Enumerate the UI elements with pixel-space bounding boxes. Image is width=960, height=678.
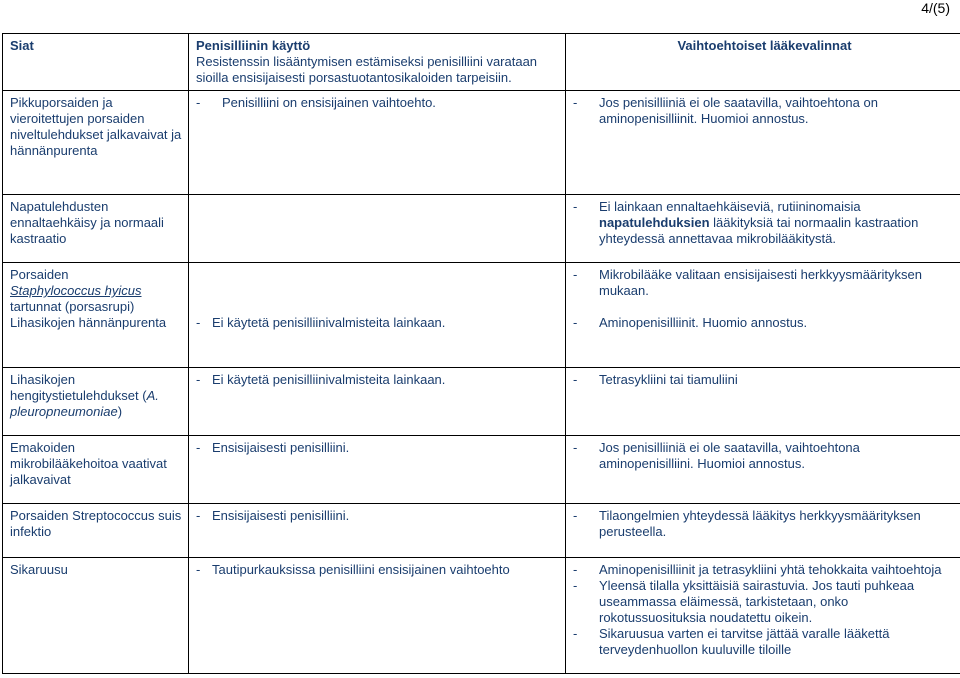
row-use xyxy=(189,368,566,436)
row-alt-text: Tilaongelmien yhteydessä lääkitys herkkyysmäärityksen perusteella. xyxy=(599,508,921,539)
row-site: Sikaruusu xyxy=(3,558,189,674)
row-use xyxy=(189,195,566,263)
row-alt-text-suffix: lääkityksiä tai normaalin kastraation yhteydessä annettavaa mikrobilääkitystä. xyxy=(599,215,919,246)
row-alt-text: Yleensä tilalla yksittäisiä sairastuvia. Jos tauti puhkeaa useammassa eläimessä, tarkistetaan, onko rokotussuosituksia noudatettu oikein. xyxy=(599,578,915,625)
row-use-text: Ensisijaisesti penisilliini. xyxy=(212,508,350,523)
row-site-second: Lihasikojen hännänpurenta xyxy=(10,315,167,330)
row-alt-text: Sikaruusua varten ei tarvitse jättää varalle lääkettä terveydenhuollon kuuluville tiloille xyxy=(599,626,890,657)
antibiotic-table xyxy=(2,33,960,674)
row-site-italic: Staphylococcus hyicus xyxy=(10,283,142,298)
dash-bullet: - xyxy=(573,578,578,593)
row-site xyxy=(3,263,189,368)
row-site: Napatulehdusten ennaltaehkäisy ja normaali kastraatio xyxy=(3,195,189,263)
row-site: Emakoiden mikrobilääkehoitoa vaativat jalkavaivat xyxy=(3,436,189,504)
row-site: Porsaiden Streptococcus suis infektio xyxy=(3,504,189,558)
row-alt-text-bold: napatulehduksien xyxy=(599,215,710,230)
row-alt-text: Aminopenisilliinit ja tetrasykliini yhtä tehokkaita vaihtoehtoja xyxy=(599,562,942,577)
row-use-text: Penisilliini on ensisijainen vaihtoehto. xyxy=(222,95,436,110)
header-row xyxy=(3,34,960,91)
row-alt xyxy=(566,195,960,263)
row-site-italic: A. pleuropneumoniae xyxy=(10,388,159,419)
dash-bullet: - xyxy=(573,626,578,641)
row-use-text: Tautipurkauksissa penisilliini ensisijainen vaihtoehto xyxy=(212,562,510,577)
row-alt-text: Mikrobilääke valitaan ensisijaisesti herkkyysmäärityksen mukaan. xyxy=(599,267,922,298)
header-penicillin-title: Penisilliinin käyttö xyxy=(196,38,311,53)
page-number: 4/(5) xyxy=(921,0,950,16)
table-row xyxy=(3,504,960,558)
table-row xyxy=(3,436,960,504)
row-site-line: Porsaiden xyxy=(10,267,69,282)
header-penicillin-note: Resistenssin lisääntymisen estämiseksi penisilliini varataan sioilla ensisijaisesti porsastuotantosikaloiden tarpeisiin. xyxy=(196,54,538,85)
table-row xyxy=(3,195,960,263)
dash-bullet: - xyxy=(196,562,201,577)
row-alt-text-prefix: Ei lainkaan ennaltaehkäiseviä, rutiininomaisia xyxy=(599,199,861,214)
row-use xyxy=(189,558,566,674)
dash-bullet: - xyxy=(196,315,201,330)
row-use-text: Ei käytetä penisilliinivalmisteita lainkaan. xyxy=(212,315,446,330)
row-alt-text: Tetrasykliini tai tiamuliini xyxy=(599,372,738,387)
table-row xyxy=(3,558,960,674)
table-row xyxy=(3,91,960,195)
row-site-suffix: ) xyxy=(117,404,123,419)
row-alt xyxy=(566,436,960,504)
row-use-text: Ei käytetä penisilliinivalmisteita lainkaan. xyxy=(212,372,446,387)
header-sites: Siat xyxy=(3,34,189,91)
row-alt-text: Jos penisilliiniä ei ole saatavilla, vaihtoehtona aminopenisilliini. Huomioi annostus. xyxy=(599,440,860,471)
row-use xyxy=(189,263,566,368)
row-alt xyxy=(566,91,960,195)
dash-bullet: - xyxy=(573,372,578,387)
row-use-text: Ensisijaisesti penisilliini. xyxy=(212,440,350,455)
dash-bullet: - xyxy=(573,95,578,110)
row-site: Pikkuporsaiden ja vieroitettujen porsaiden niveltulehdukset jalkavaivat ja hännänpurenta xyxy=(3,91,189,195)
row-site-prefix: Lihasikojen hengitystietulehdukset ( xyxy=(10,372,147,403)
dash-bullet: - xyxy=(573,562,578,577)
row-alt-text: Jos penisilliiniä ei ole saatavilla, vaihtoehtona on aminopenisilliinit. Huomioi annostus. xyxy=(599,95,878,126)
dash-bullet: - xyxy=(573,267,578,282)
row-alt xyxy=(566,558,960,674)
row-site xyxy=(3,368,189,436)
row-use xyxy=(189,504,566,558)
dash-bullet: - xyxy=(573,199,578,214)
header-alternatives: Vaihtoehtoiset lääkevalinnat xyxy=(566,34,960,91)
row-use xyxy=(189,436,566,504)
dash-bullet: - xyxy=(573,440,578,455)
row-use xyxy=(189,91,566,195)
row-alt xyxy=(566,368,960,436)
row-alt xyxy=(566,263,960,368)
dash-bullet: - xyxy=(196,440,201,455)
table-row xyxy=(3,368,960,436)
header-penicillin xyxy=(189,34,566,91)
dash-bullet: - xyxy=(196,508,201,523)
dash-bullet: - xyxy=(573,508,578,523)
row-alt-text: Aminopenisilliinit. Huomio annostus. xyxy=(599,315,808,330)
row-alt xyxy=(566,504,960,558)
table-row xyxy=(3,263,960,368)
row-site-line: tartunnat (porsasrupi) xyxy=(10,299,135,314)
dash-bullet: - xyxy=(573,315,578,330)
dash-bullet: - xyxy=(196,372,201,387)
dash-bullet: - xyxy=(196,95,201,110)
